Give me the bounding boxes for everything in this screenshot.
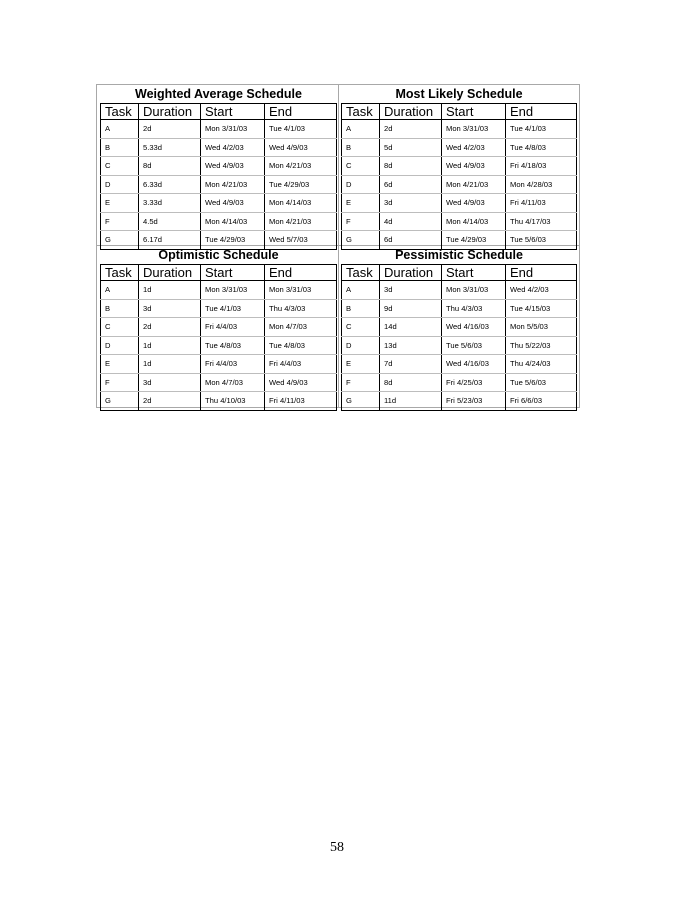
table-row	[342, 194, 577, 213]
end-cell: Mon 4/21/03	[265, 212, 337, 231]
task-cell: D	[101, 336, 139, 355]
start-cell: Fri 4/4/03	[201, 355, 265, 374]
start-cell: Mon 4/14/03	[201, 212, 265, 231]
end-cell: Mon 4/21/03	[265, 157, 337, 176]
column-header-task: Task	[342, 265, 380, 281]
table-header-row	[342, 265, 577, 281]
duration-cell: 1d	[139, 336, 201, 355]
duration-cell: 1d	[139, 281, 201, 300]
start-cell: Wed 4/16/03	[442, 355, 506, 374]
table-row	[101, 194, 337, 213]
start-cell: Mon 3/31/03	[201, 120, 265, 139]
duration-cell: 6d	[380, 231, 442, 250]
task-cell: C	[342, 157, 380, 176]
vertical-divider	[338, 85, 339, 407]
end-cell: Thu 4/24/03	[506, 355, 577, 374]
start-cell: Tue 4/1/03	[201, 299, 265, 318]
table-header-row	[342, 104, 577, 120]
start-cell: Wed 4/16/03	[442, 318, 506, 337]
schedule-figure	[96, 84, 580, 408]
task-cell: G	[101, 231, 139, 250]
weighted-average-table	[100, 103, 337, 250]
duration-cell: 3d	[380, 281, 442, 300]
task-cell: D	[342, 175, 380, 194]
table-row	[101, 318, 337, 337]
duration-cell: 2d	[139, 392, 201, 411]
task-cell: E	[342, 355, 380, 374]
task-cell: B	[342, 299, 380, 318]
start-cell: Mon 3/31/03	[201, 281, 265, 300]
table-row	[342, 336, 577, 355]
duration-cell: 3.33d	[139, 194, 201, 213]
most-likely-table	[341, 103, 577, 250]
duration-cell: 8d	[380, 373, 442, 392]
table-row	[101, 212, 337, 231]
column-header-end: End	[506, 265, 577, 281]
table-row	[342, 299, 577, 318]
end-cell: Tue 4/15/03	[506, 299, 577, 318]
duration-cell: 8d	[380, 157, 442, 176]
start-cell: Mon 4/21/03	[201, 175, 265, 194]
duration-cell: 5.33d	[139, 138, 201, 157]
duration-cell: 7d	[380, 355, 442, 374]
table-row	[101, 157, 337, 176]
column-header-duration: Duration	[139, 265, 201, 281]
start-cell: Fri 4/25/03	[442, 373, 506, 392]
duration-cell: 8d	[139, 157, 201, 176]
task-cell: D	[342, 336, 380, 355]
start-cell: Mon 3/31/03	[442, 281, 506, 300]
column-header-start: Start	[201, 104, 265, 120]
column-header-task: Task	[101, 104, 139, 120]
task-cell: E	[101, 355, 139, 374]
task-cell: A	[101, 281, 139, 300]
end-cell: Fri 6/6/03	[506, 392, 577, 411]
task-cell: E	[342, 194, 380, 213]
table-row	[101, 336, 337, 355]
column-header-start: Start	[201, 265, 265, 281]
task-cell: D	[101, 175, 139, 194]
task-cell: A	[342, 281, 380, 300]
end-cell: Mon 4/14/03	[265, 194, 337, 213]
column-header-start: Start	[442, 265, 506, 281]
task-cell: F	[342, 373, 380, 392]
start-cell: Tue 4/29/03	[201, 231, 265, 250]
column-header-duration: Duration	[380, 104, 442, 120]
column-header-duration: Duration	[380, 265, 442, 281]
most-likely-panel	[341, 86, 577, 250]
column-header-task: Task	[101, 265, 139, 281]
start-cell: Mon 4/7/03	[201, 373, 265, 392]
table-row	[101, 138, 337, 157]
table-row	[342, 281, 577, 300]
start-cell: Tue 4/8/03	[201, 336, 265, 355]
optimistic-panel	[100, 247, 337, 411]
table-row	[342, 392, 577, 411]
task-cell: A	[101, 120, 139, 139]
start-cell: Mon 4/21/03	[442, 175, 506, 194]
duration-cell: 14d	[380, 318, 442, 337]
duration-cell: 3d	[139, 373, 201, 392]
end-cell: Thu 4/17/03	[506, 212, 577, 231]
task-cell: F	[342, 212, 380, 231]
task-cell: G	[342, 392, 380, 411]
end-cell: Tue 4/29/03	[265, 175, 337, 194]
column-header-task: Task	[342, 104, 380, 120]
task-cell: C	[101, 157, 139, 176]
table-row	[342, 355, 577, 374]
end-cell: Wed 4/9/03	[265, 138, 337, 157]
end-cell: Mon 4/28/03	[506, 175, 577, 194]
task-cell: E	[101, 194, 139, 213]
task-cell: G	[101, 392, 139, 411]
duration-cell: 3d	[139, 299, 201, 318]
duration-cell: 13d	[380, 336, 442, 355]
end-cell: Wed 4/9/03	[265, 373, 337, 392]
start-cell: Tue 5/6/03	[442, 336, 506, 355]
duration-cell: 4d	[380, 212, 442, 231]
duration-cell: 3d	[380, 194, 442, 213]
table-row	[101, 120, 337, 139]
duration-cell: 2d	[380, 120, 442, 139]
end-cell: Tue 4/1/03	[506, 120, 577, 139]
duration-cell: 1d	[139, 355, 201, 374]
start-cell: Fri 4/4/03	[201, 318, 265, 337]
end-cell: Tue 4/8/03	[506, 138, 577, 157]
end-cell: Tue 5/6/03	[506, 231, 577, 250]
table-row	[342, 373, 577, 392]
end-cell: Fri 4/11/03	[265, 392, 337, 411]
weighted-average-panel	[100, 86, 337, 250]
task-cell: C	[342, 318, 380, 337]
task-cell: B	[101, 299, 139, 318]
end-cell: Thu 4/3/03	[265, 299, 337, 318]
table-row	[342, 318, 577, 337]
column-header-end: End	[265, 104, 337, 120]
start-cell: Tue 4/29/03	[442, 231, 506, 250]
task-cell: B	[342, 138, 380, 157]
duration-cell: 2d	[139, 120, 201, 139]
start-cell: Thu 4/3/03	[442, 299, 506, 318]
weighted-average-title: Weighted Average Schedule	[135, 87, 302, 101]
start-cell: Wed 4/9/03	[201, 194, 265, 213]
task-cell: G	[342, 231, 380, 250]
end-cell: Tue 4/8/03	[265, 336, 337, 355]
optimistic-title: Optimistic Schedule	[158, 248, 279, 262]
end-cell: Mon 4/7/03	[265, 318, 337, 337]
table-row	[342, 175, 577, 194]
table-row	[101, 281, 337, 300]
end-cell: Fri 4/18/03	[506, 157, 577, 176]
start-cell: Wed 4/9/03	[201, 157, 265, 176]
duration-cell: 11d	[380, 392, 442, 411]
table-row	[342, 157, 577, 176]
end-cell: Wed 5/7/03	[265, 231, 337, 250]
duration-cell: 5d	[380, 138, 442, 157]
duration-cell: 9d	[380, 299, 442, 318]
end-cell: Mon 3/31/03	[265, 281, 337, 300]
start-cell: Wed 4/9/03	[442, 157, 506, 176]
end-cell: Mon 5/5/03	[506, 318, 577, 337]
end-cell: Fri 4/4/03	[265, 355, 337, 374]
duration-cell: 2d	[139, 318, 201, 337]
table-row	[342, 120, 577, 139]
end-cell: Tue 5/6/03	[506, 373, 577, 392]
duration-cell: 6d	[380, 175, 442, 194]
table-row	[342, 138, 577, 157]
end-cell: Tue 4/1/03	[265, 120, 337, 139]
table-row	[101, 299, 337, 318]
pessimistic-title: Pessimistic Schedule	[395, 248, 523, 262]
duration-cell: 4.5d	[139, 212, 201, 231]
task-cell: F	[101, 373, 139, 392]
table-row	[101, 355, 337, 374]
end-cell: Thu 5/22/03	[506, 336, 577, 355]
start-cell: Wed 4/2/03	[201, 138, 265, 157]
start-cell: Thu 4/10/03	[201, 392, 265, 411]
duration-cell: 6.17d	[139, 231, 201, 250]
start-cell: Mon 4/14/03	[442, 212, 506, 231]
column-header-end: End	[265, 265, 337, 281]
table-row	[342, 212, 577, 231]
table-header-row	[101, 104, 337, 120]
pessimistic-table	[341, 264, 577, 411]
most-likely-title: Most Likely Schedule	[395, 87, 523, 101]
task-cell: A	[342, 120, 380, 139]
table-header-row	[101, 265, 337, 281]
page-number: 58	[330, 840, 344, 855]
duration-cell: 6.33d	[139, 175, 201, 194]
start-cell: Fri 5/23/03	[442, 392, 506, 411]
table-row	[101, 392, 337, 411]
end-cell: Wed 4/2/03	[506, 281, 577, 300]
pessimistic-panel	[341, 247, 577, 411]
end-cell: Fri 4/11/03	[506, 194, 577, 213]
start-cell: Wed 4/9/03	[442, 194, 506, 213]
column-header-start: Start	[442, 104, 506, 120]
optimistic-table	[100, 264, 337, 411]
column-header-duration: Duration	[139, 104, 201, 120]
table-row	[101, 373, 337, 392]
start-cell: Wed 4/2/03	[442, 138, 506, 157]
task-cell: B	[101, 138, 139, 157]
column-header-end: End	[506, 104, 577, 120]
table-row	[101, 175, 337, 194]
task-cell: F	[101, 212, 139, 231]
task-cell: C	[101, 318, 139, 337]
start-cell: Mon 3/31/03	[442, 120, 506, 139]
